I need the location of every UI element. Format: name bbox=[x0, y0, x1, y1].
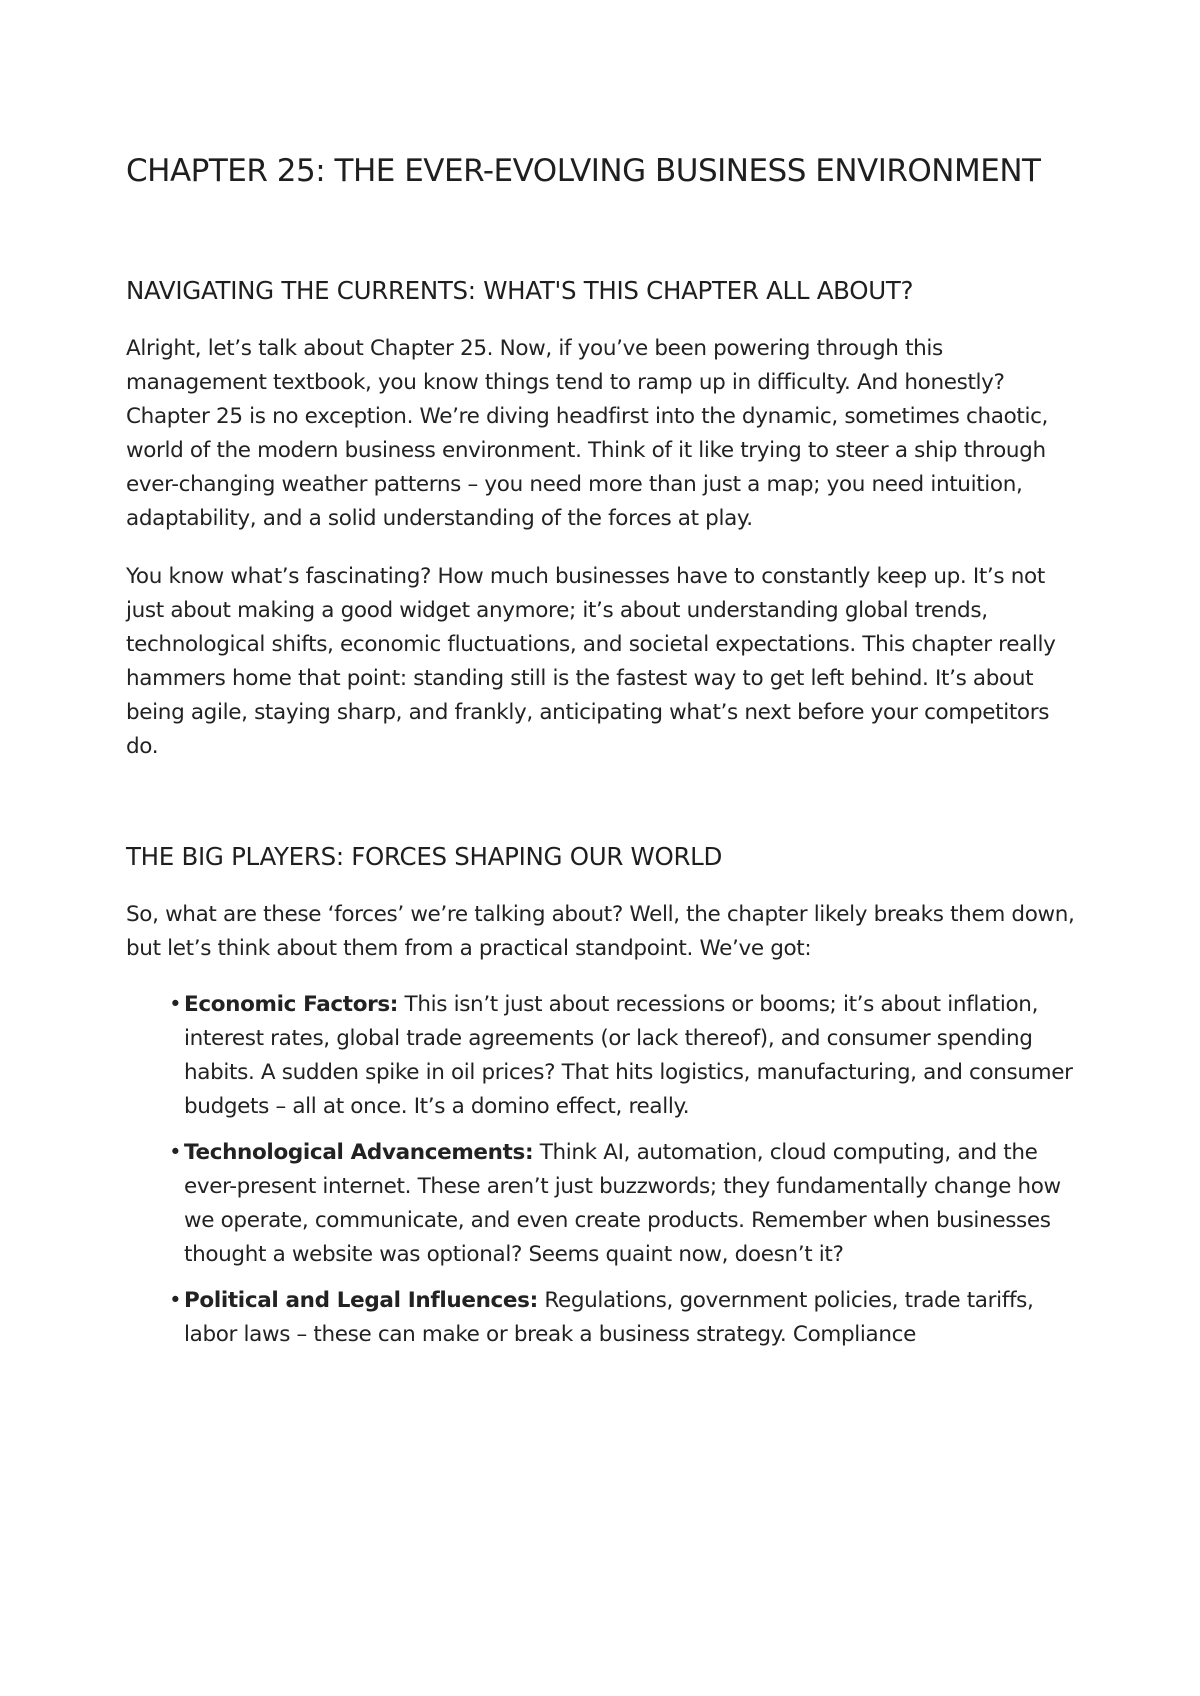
paragraph-forces-intro: So, what are these ‘forces’ we’re talking about? Well, the chapter likely breaks them down, but let’s think about them from a practical standpoint. We’ve got: bbox=[126, 902, 1075, 961]
list-item-text: Regulations, government policies, trade tariffs, labor laws – these can make or break a business strategy. Compliance bbox=[184, 1288, 1034, 1347]
paragraph-intro: Alright, let’s talk about Chapter 25. Now, if you’ve been powering through this management textbook, you know things tend to ramp up in difficulty. And honestly? Chapter 25 is no exception. We’re diving headfirst into the dynamic, sometimes chaotic, world of the modern business environment. Think of it like trying to steer a ship through ever-changing weather patterns – you need more than just a map; you need intuition, adaptability, and a solid understanding of the forces at play. bbox=[126, 336, 1049, 531]
list-item-label: Political and Legal Influences: bbox=[184, 1288, 538, 1313]
bullet-icon: • bbox=[169, 992, 182, 1017]
chapter-title: CHAPTER 25: THE EVER-EVOLVING BUSINESS ENVIRONMENT bbox=[126, 153, 1041, 189]
section-heading-big-players: THE BIG PLAYERS: FORCES SHAPING OUR WORLD bbox=[126, 842, 723, 871]
list-item-text: This isn’t just about recessions or booms; it’s about inflation, interest rates, global trade agreements (or lack thereof), and consumer spending habits. A sudden spike in oil prices? That hits logistics, manufacturing, and consumer budgets – all at once. It’s a domino effect, really. bbox=[184, 992, 1073, 1119]
bullet-icon: • bbox=[169, 1140, 182, 1165]
section-heading-navigating: NAVIGATING THE CURRENTS: WHAT'S THIS CHAPTER ALL ABOUT? bbox=[126, 276, 914, 305]
bullet-icon: • bbox=[169, 1288, 182, 1313]
list-item-technological bbox=[169, 1136, 1086, 1272]
list-item-label: Economic Factors: bbox=[184, 992, 399, 1017]
list-item-text: Think AI, automation, cloud computing, and the ever-present internet. These aren’t just buzzwords; they fundamentally change how we operate, communicate, and even create products. Remember when businesses thought a website was optional? Seems quaint now, doesn’t it? bbox=[184, 1140, 1061, 1267]
document-page bbox=[126, 146, 1086, 1364]
list-item-economic bbox=[169, 988, 1086, 1124]
paragraph-fascinating: You know what’s fascinating? How much businesses have to constantly keep up. It’s not just about making a good widget anymore; it’s about understanding global trends, technological shifts, economic fluctuations, and societal expectations. This chapter really hammers home that point: standing still is the fastest way to get left behind. It’s about being agile, staying sharp, and frankly, anticipating what’s next before your competitors do. bbox=[126, 564, 1056, 759]
list-item-political bbox=[169, 1284, 1086, 1352]
list-item-label: Technological Advancements: bbox=[184, 1140, 534, 1165]
forces-list bbox=[126, 988, 1086, 1352]
